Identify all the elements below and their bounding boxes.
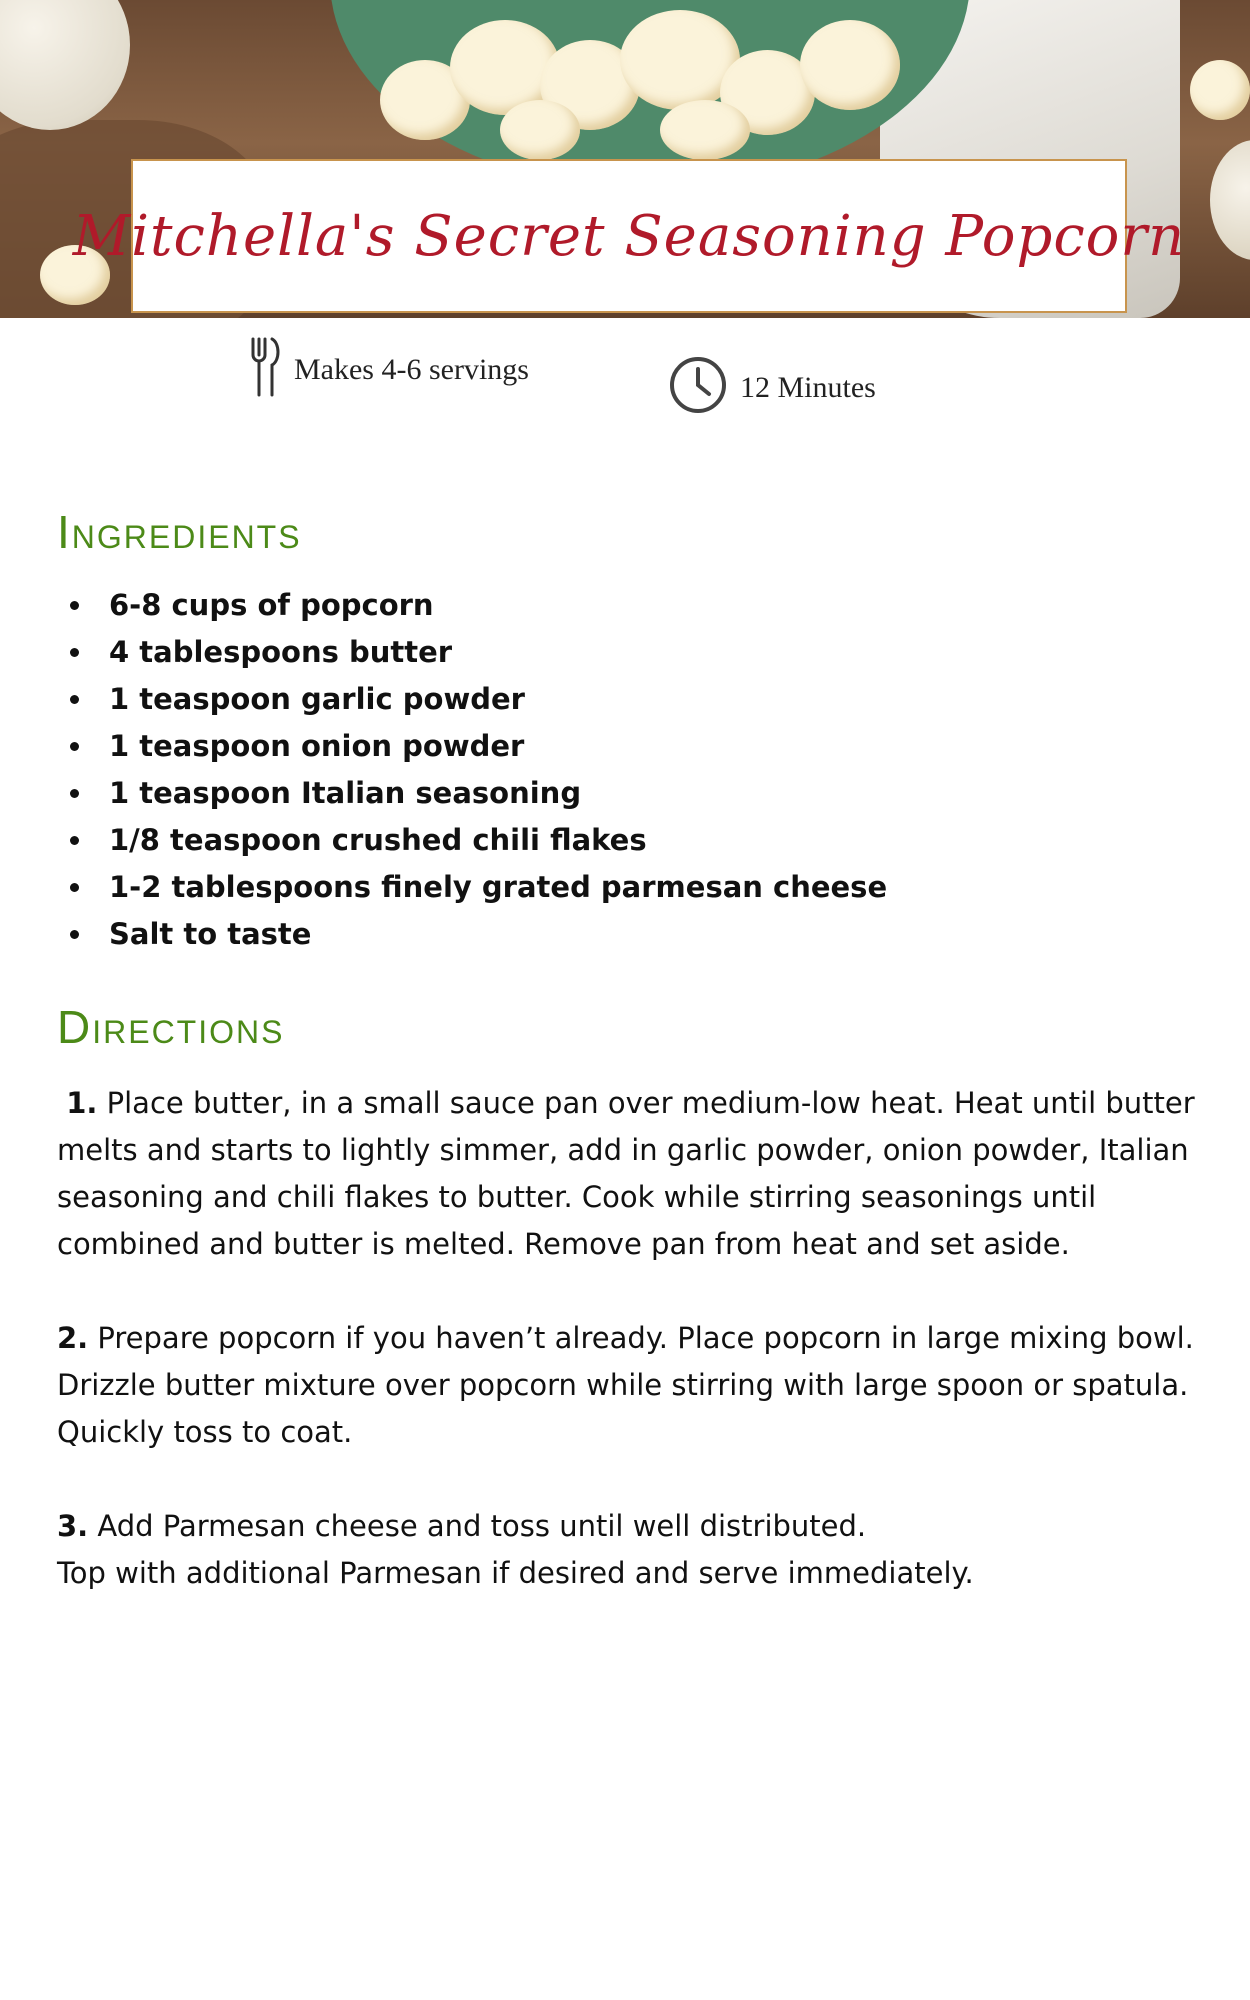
direction-step <box>57 1080 1227 1268</box>
garlic-bulb <box>1210 140 1250 260</box>
step-number: 2. <box>57 1321 89 1355</box>
hero-image <box>0 0 1250 318</box>
time-info <box>668 355 876 420</box>
step-text: Place butter, in a small sauce pan over medium-low heat. Heat until butter melts and starts to lightly simmer, add in garlic powder, onion powder, Italian seasoning and chili flakes to butter. Cook while stirring seasonings until combined and butter is melted. Remove pan from heat and set aside. <box>57 1086 1195 1261</box>
popcorn-kernel <box>1190 60 1250 120</box>
ingredient-item: • 1 teaspoon garlic powder <box>95 676 1245 723</box>
time-text: 12 Minutes <box>740 370 876 404</box>
ingredients-list <box>57 582 1245 958</box>
directions-list <box>57 1080 1227 1644</box>
step-number: 1. <box>66 1086 98 1120</box>
ingredient-item: • 1/8 teaspoon crushed chili flakes <box>95 817 1245 864</box>
ingredient-item: • 6-8 cups of popcorn <box>95 582 1245 629</box>
fork-knife-icon <box>250 335 282 404</box>
direction-step <box>57 1315 1227 1456</box>
popcorn-kernel <box>500 100 580 160</box>
step-number: 3. <box>57 1509 89 1543</box>
ingredient-item: • 1 teaspoon onion powder <box>95 723 1245 770</box>
ingredient-item: • 1-2 tablespoons finely grated parmesan cheese <box>95 864 1245 911</box>
servings-info <box>250 335 529 404</box>
servings-text: Makes 4-6 servings <box>294 352 529 386</box>
ingredient-item: • Salt to taste <box>95 911 1245 958</box>
clock-icon <box>668 355 728 420</box>
recipe-meta <box>0 330 1250 420</box>
recipe-title: Mitchella's Secret Seasoning Popcorn <box>72 203 1186 269</box>
directions-heading: Directions <box>57 1001 285 1053</box>
title-banner <box>72 159 1186 313</box>
garlic-bulb <box>0 0 130 130</box>
popcorn-kernel <box>800 20 900 110</box>
ingredients-heading: Ingredients <box>57 506 302 558</box>
step-text: Top with additional Parmesan if desired and serve immediately. <box>57 1556 974 1590</box>
step-text: Prepare popcorn if you haven’t already. Place popcorn in large mixing bowl. Drizzle butter mixture over popcorn while stirring with large spoon or spatula. Quickly toss to coat. <box>57 1321 1194 1449</box>
direction-step <box>57 1503 1227 1597</box>
step-text: Add Parmesan cheese and toss until well distributed. <box>88 1509 867 1543</box>
ingredient-item: • 1 teaspoon Italian seasoning <box>95 770 1245 817</box>
ingredient-item: • 4 tablespoons butter <box>95 629 1245 676</box>
popcorn-kernel <box>660 100 750 160</box>
